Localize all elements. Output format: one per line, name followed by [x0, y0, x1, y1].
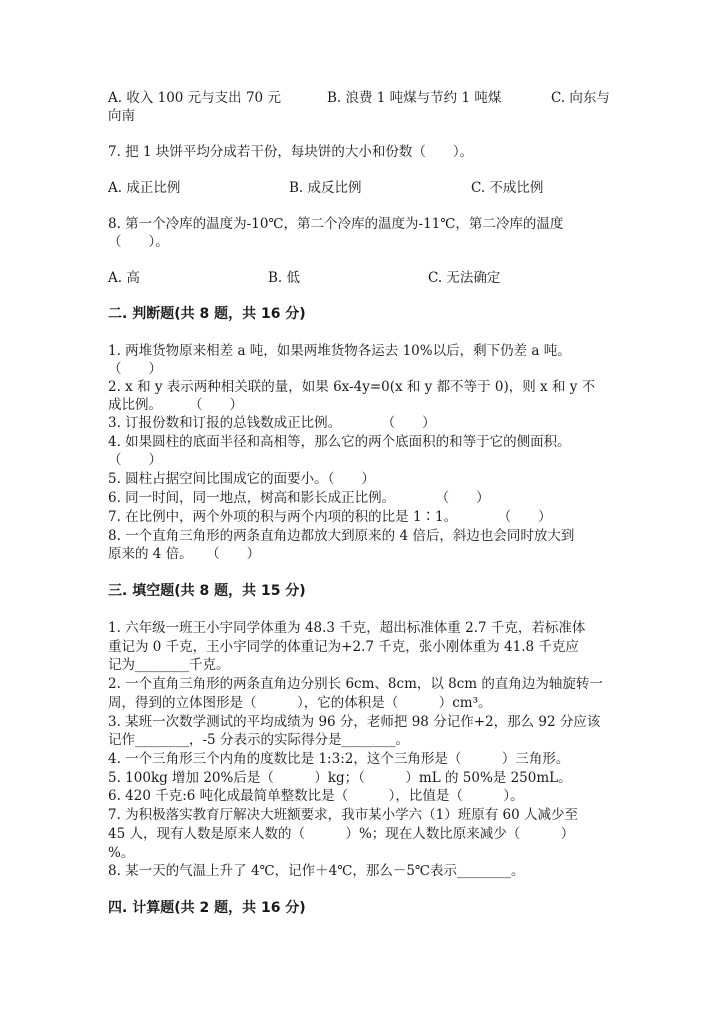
- judge-line: （ ）: [108, 361, 162, 377]
- judge-line: （ ）: [108, 452, 162, 468]
- judge-line: 成比例。 （ ）: [108, 397, 243, 413]
- q8-stem-continued: （ ）。: [108, 234, 169, 250]
- q6-option-b: B. 浪费 1 吨煤与节约 1 吨煤: [327, 90, 502, 106]
- judge-line: 5. 圆柱占据空间比围成它的面要小。（ ）: [108, 471, 375, 487]
- judge-line: 1. 两堆货物原来相差 a 吨，如果两堆货物各运去 10%以后，剩下仍差 a 吨。: [108, 343, 571, 359]
- judge-line: 7. 在比例中，两个外项的积与两个内项的积的比是 1∶1。 （ ）: [108, 509, 552, 525]
- fill-line: 周，得到的立体图形是（ ），它的体积是（ ）cm³。: [108, 695, 492, 711]
- fill-line: 1. 六年级一班王小宇同学体重为 48.3 千克，超出标准体重 2.7 千克，若标准体: [108, 620, 586, 636]
- fill-line: 6. 420 千克:6 吨化成最简单整数比是（ ），比值是（ ）。: [108, 788, 524, 804]
- fill-line: 记为________千克。: [108, 657, 230, 673]
- fill-line: 5. 100kg 增加 20%后是（ ）kg；（ ）mL 的 50%是 250mL。: [108, 770, 572, 786]
- judge-line: 6. 同一时间，同一地点，树高和影长成正比例。 （ ）: [108, 490, 490, 506]
- judge-line: 3. 订报份数和订报的总钱数成正比例。 （ ）: [108, 415, 436, 431]
- fill-line: 4. 一个三角形三个内角的度数比是 1:3:2，这个三角形是（ ）三角形。: [108, 751, 570, 767]
- judge-line: 8. 一个直角三角形的两条直角边都放大到原来的 4 倍后，斜边也会同时放大到: [108, 528, 575, 544]
- judge-line: 2. x 和 y 表示两种相关联的量，如果 6x-4y=0(x 和 y 都不等于 0)，则 x 和 y 不: [108, 379, 596, 395]
- q8-option-b: B. 低: [268, 270, 301, 286]
- q7-option-c: C. 不成比例: [471, 180, 544, 196]
- section-3-title: 三. 填空题(共 8 题，共 15 分): [108, 583, 306, 599]
- q6-option-c-continued: 向南: [108, 108, 135, 124]
- judge-line: 4. 如果圆柱的底面半径和高相等，那么它的两个底面积的和等于它的侧面积。: [108, 434, 571, 450]
- fill-line: 7. 为积极落实教育厅解决大班额要求，我市某小学六（1）班原有 60 人减少至: [108, 807, 579, 823]
- judge-line: 原来的 4 倍。 （ ）: [108, 546, 261, 562]
- fill-line: 重记为 0 千克，王小宇同学的体重记为+2.7 千克，张小刚体重为 41.8 千克应: [108, 639, 579, 655]
- fill-line: 45 人，现有人数是原来人数的（ ）%；现在人数比原来减少（ ）: [108, 826, 575, 842]
- section-2-title: 二. 判断题(共 8 题，共 16 分): [108, 306, 306, 322]
- fill-line: 3. 某班一次数学测试的平均成绩为 96 分，老师把 98 分记作+2，那么 92 分应该: [108, 714, 601, 730]
- q7-stem: 7. 把 1 块饼平均分成若干份，每块饼的大小和份数（ ）。: [108, 144, 474, 160]
- q8-option-c: C. 无法确定: [428, 270, 501, 286]
- q8-stem: 8. 第一个冷库的温度为-10℃，第二个冷库的温度为-11℃，第二冷库的温度: [108, 216, 564, 232]
- q7-option-b: B. 成反比例: [289, 180, 362, 196]
- fill-line: 2. 一个直角三角形的两条直角边分别长 6cm、8cm，以 8cm 的直角边为轴旋转一: [108, 676, 603, 692]
- q7-option-a: A. 成正比例: [108, 180, 181, 196]
- q8-option-a: A. 高: [108, 270, 140, 286]
- fill-line: 8. 某一天的气温上升了 4℃，记作＋4℃，那么－5℃表示________。: [108, 863, 525, 879]
- fill-line: 记作________，-5 分表示的实际得分是________。: [108, 732, 409, 748]
- section-4-title: 四. 计算题(共 2 题，共 16 分): [108, 900, 306, 916]
- q6-option-c: C. 向东与: [551, 90, 610, 106]
- fill-line: %。: [108, 845, 135, 861]
- q6-option-a: A. 收入 100 元与支出 70 元: [108, 90, 281, 106]
